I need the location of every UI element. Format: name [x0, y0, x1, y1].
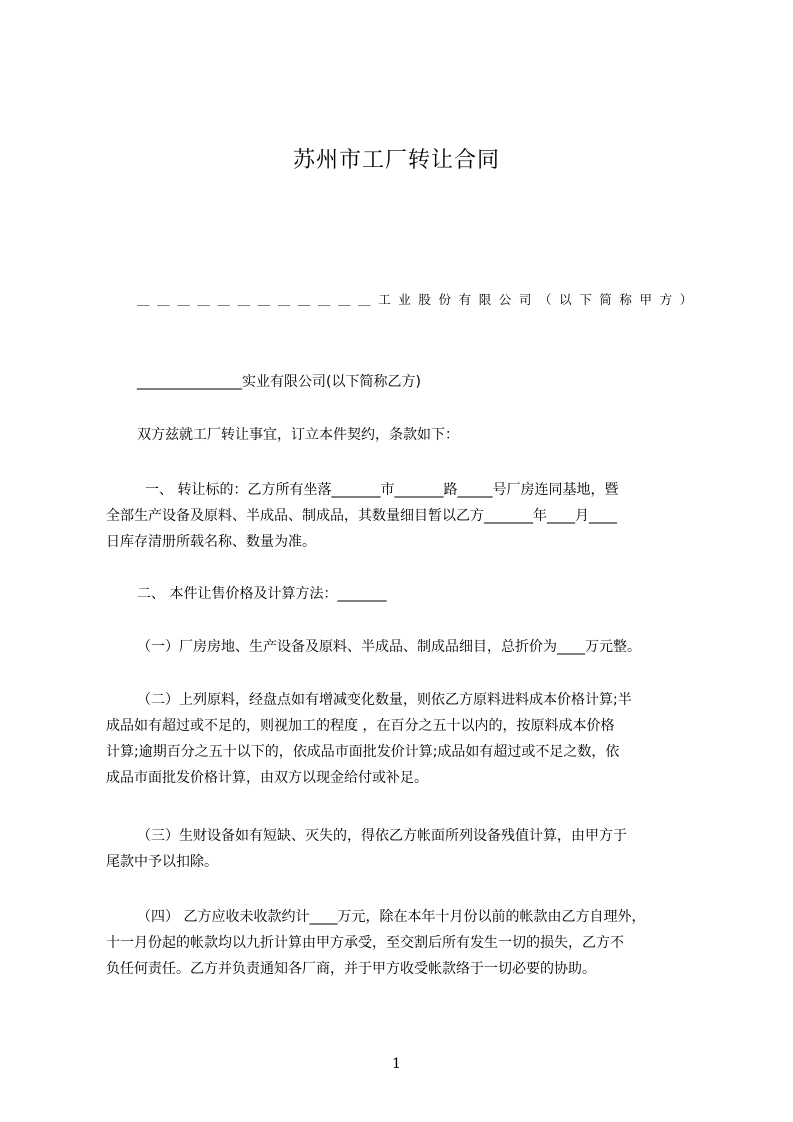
- clause-2-2-line-4: 成品市面批发价格计算，由双方以现金给付或补足。: [106, 770, 428, 786]
- page-number: 1: [392, 1056, 401, 1072]
- clause-1-line-3: 日库存清册所载名称、数量为准。: [106, 534, 316, 550]
- document-title: 苏州市工厂转让合同: [292, 148, 500, 173]
- clause-2-2-line-3: 计算;逾期百分之五十以下的，依成品市面批发价计算;成品如有超过或不足之数，依: [106, 744, 620, 760]
- clause-2-line-1: 二、 本件让售价格及计算方法：_______: [137, 586, 387, 602]
- clause-1-line-1: 一、 转让标的：乙方所有坐落_______市_______路_____号厂房连同基地，暨: [145, 482, 619, 498]
- clause-2-1-line-1: （一）厂房房地、生产设备及原料、半成品、制成品细目，总折价为____万元整。: [137, 639, 641, 655]
- clause-1-line-2: 全部生产设备及原料、半成品、制成品，其数量细目暂以乙方_______年____月____: [106, 508, 617, 524]
- clause-2-4-line-2: 十一月份起的帐款均以九折计算由甲方承受，至交割后所有发生一切的损失，乙方不: [106, 935, 624, 951]
- clause-2-2-line-2: 成品如有超过或不足的，则视加工的程度 ，在百分之五十以内的，按原料成本价格: [106, 718, 615, 734]
- clause-2-4-line-1: （四） 乙方应收未收款约计____万元，除在本年十月份以前的帐款由乙方自理外，: [137, 909, 646, 925]
- party-b-line: _______________实业有限公司(以下简称乙方): [137, 374, 421, 390]
- clause-2-4-line-3: 负任何责任。乙方并负责通知各厂商，并于甲方收受帐款络于一切必要的协助。: [106, 961, 596, 977]
- clause-2-2-line-1: （二）上列原料，经盘点如有增减变化数量，则依乙方原料进料成本价格计算;半: [137, 692, 632, 708]
- clause-2-3-line-1: （三）生财设备如有短缺、灭失的，得依乙方帐面所列设备残值计算，由甲方于: [137, 828, 627, 844]
- party-a-line: ＿＿＿＿＿＿＿＿＿＿＿＿工业股份有限公司（以下简称甲方）: [137, 292, 700, 307]
- intro-paragraph: 双方兹就工厂转让事宜，订立本件契约，条款如下：: [137, 427, 459, 443]
- clause-2-3-line-2: 尾款中予以扣除。: [106, 854, 218, 870]
